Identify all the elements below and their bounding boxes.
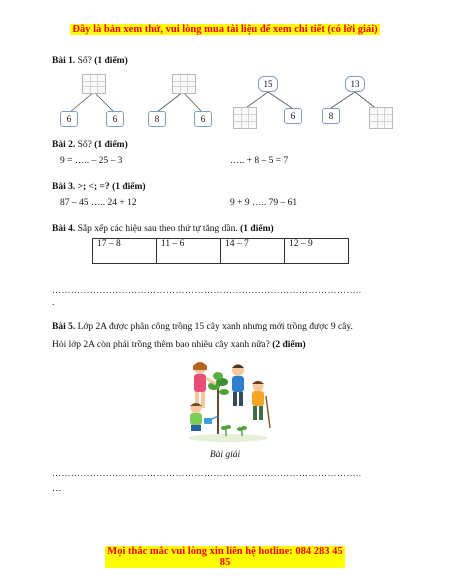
tree2-right-value: 6 <box>194 111 212 127</box>
tree1-left-value: 6 <box>60 111 78 127</box>
bai2-points: (1 điểm) <box>94 140 128 150</box>
bai4-answer-tail: . <box>52 298 55 308</box>
bai3-prompt: >; <; =? <box>75 182 113 192</box>
tree4-right-blank <box>369 107 393 129</box>
tree3-left-blank <box>233 107 257 129</box>
bai5-answer-tail: … <box>52 484 62 494</box>
bai4-cell-2: 11 – 6 <box>157 239 221 264</box>
bai4-cell-4: 12 – 9 <box>285 239 349 264</box>
table-row <box>93 239 349 264</box>
bai4-answer-line: …………………………………………………………………………………….. <box>52 285 362 295</box>
bai1-prompt: Số? <box>75 56 95 66</box>
tree3-right-value: 6 <box>284 108 302 124</box>
bai4-cell-3: 14 – 7 <box>221 239 285 264</box>
bai5-question-text: Lớp 2A được phân công trồng 15 cây xanh nhưng mới trồng được 9 cây. <box>75 322 353 332</box>
children-planting-illustration <box>180 356 275 444</box>
tree4-top-value: 13 <box>345 76 365 92</box>
tree1-right-value: 6 <box>106 111 124 127</box>
bai1-heading <box>52 56 128 66</box>
tree3-top-value: 15 <box>258 76 278 92</box>
bai3-label: Bài 3. <box>52 182 76 192</box>
bai5-line2 <box>52 340 306 350</box>
bai4-prompt: Sắp xếp các hiệu sau theo thứ tự tăng dần. <box>75 224 241 234</box>
bai5-solution-title: Bài giải <box>209 450 241 460</box>
bai5-question-text-2: Hỏi lớp 2A còn phải trồng thêm bao nhiêu cây xanh nữa? <box>52 340 273 350</box>
bai4-label: Bài 4. <box>52 224 76 234</box>
bai3-right-comparison: 9 + 9 ….. 79 – 61 <box>230 198 298 208</box>
preview-notice-banner: Đây là bản xem thử, vui lòng mua tài liệu để xem chi tiết (có lời giải) <box>70 24 380 35</box>
hotline-footer-banner: Mọi thắc mắc vui lòng xin liên hệ hotline: 084 283 45 85 <box>105 546 345 568</box>
bai5-answer-line: …………………………………………………………………………………….. <box>52 468 362 478</box>
bai2-prompt: Số? <box>75 140 95 150</box>
bai4-points: (1 điểm) <box>240 224 274 234</box>
bai1-points: (1 điểm) <box>94 56 128 66</box>
bai2-right-equation: ….. + 8 – 5 = 7 <box>230 156 289 166</box>
bai3-points: (1 điểm) <box>112 182 146 192</box>
tree1-top-blank <box>82 74 106 94</box>
bai3-heading <box>52 182 146 192</box>
bai5-line1 <box>52 322 353 332</box>
tree4-left-value: 8 <box>322 108 340 124</box>
tree2-top-blank <box>172 74 196 94</box>
bai3-left-comparison: 87 – 45 ….. 24 + 12 <box>60 198 137 208</box>
bai2-label: Bài 2. <box>52 140 76 150</box>
bai5-points: (2 điểm) <box>272 340 306 350</box>
bai4-cell-1: 17 – 8 <box>93 239 157 264</box>
bai5-label: Bài 5. <box>52 322 76 332</box>
bai2-left-equation: 9 = ….. – 25 – 3 <box>60 156 123 166</box>
bai4-heading <box>52 224 274 234</box>
bai4-order-table <box>92 238 349 264</box>
bai1-label: Bài 1. <box>52 56 76 66</box>
tree2-left-value: 8 <box>148 111 166 127</box>
bai2-heading <box>52 140 128 150</box>
